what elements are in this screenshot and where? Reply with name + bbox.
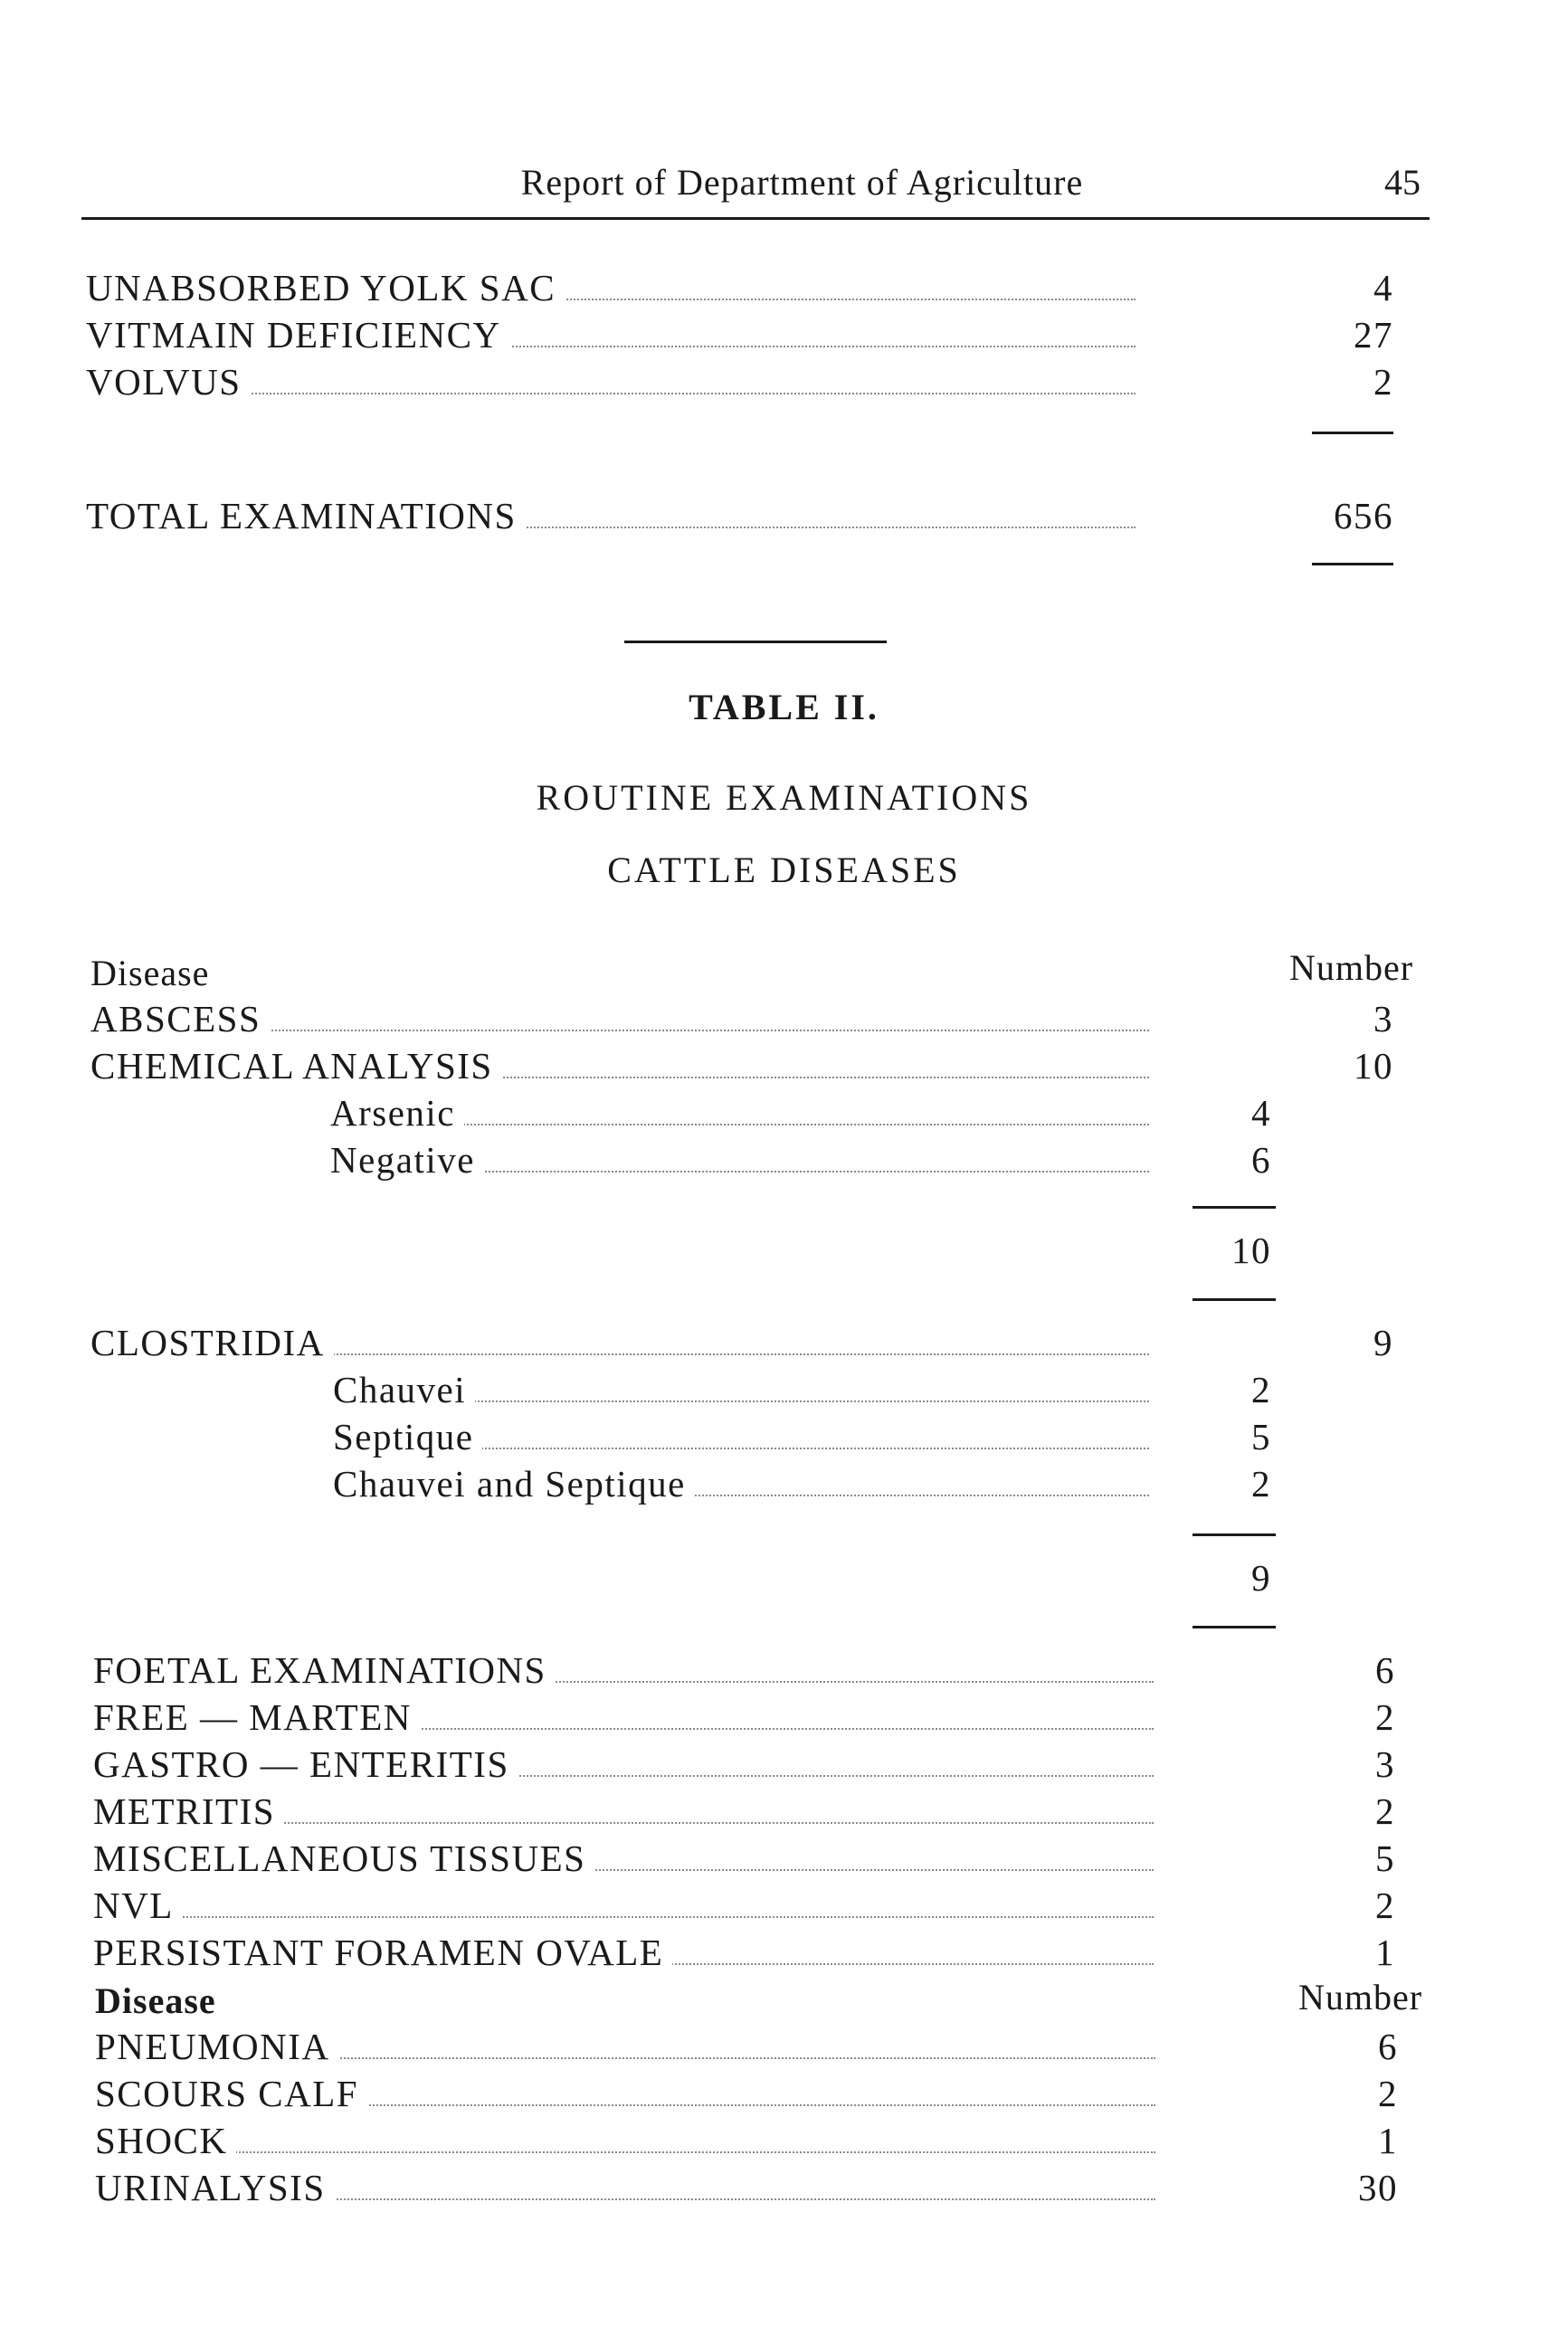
row-label: PNEUMONIA [95,2023,339,2070]
total-number: 656 [1334,495,1393,536]
row-number: 2 [1378,2073,1398,2114]
table-subrow [0,1460,1568,1507]
row-number: 27 [1354,314,1393,356]
row-label: METRITIS [93,1788,284,1835]
row-subvalue: 2 [1251,1463,1271,1505]
list-item [0,358,1568,405]
table-row [0,2117,1568,2164]
row-number: 2 [1373,361,1393,403]
row-number: 4 [1373,267,1393,309]
list-item [0,311,1568,358]
subtotal-rule [1193,1206,1276,1209]
column-header-number: Number [1289,947,1414,988]
row-number: 2 [1375,1885,1395,1926]
row-label: Septique [333,1413,482,1460]
running-header-title: Report of Department of Agriculture [520,162,1084,203]
row-number: 6 [1378,2026,1398,2067]
row-label: NVL [93,1882,183,1929]
row-label: SHOCK [95,2117,236,2164]
table-section: CATTLE DISEASES [607,850,961,890]
table-row [0,1042,1568,1089]
subtotal-row [0,1227,1568,1274]
row-number: 1 [1378,2120,1398,2161]
subtotal-rule [1193,1626,1276,1628]
table-row [0,1788,1568,1835]
table-row [0,995,1568,1042]
row-number: 2 [1375,1790,1395,1832]
row-label: CLOSTRIDIA [90,1319,334,1366]
row-label: URINALYSIS [95,2164,335,2211]
row-number: 30 [1358,2167,1398,2208]
total-row [0,492,1568,539]
column-header-disease-repeat: Disease [95,1980,216,2021]
row-number: 10 [1354,1045,1393,1087]
row-subvalue: 6 [1251,1139,1271,1181]
row-label: SCOURS CALF [95,2070,367,2117]
row-label: GASTRO — ENTERITIS [93,1741,518,1788]
column-header-number-repeat: Number [1298,1977,1423,2017]
row-subvalue: 5 [1251,1416,1271,1457]
row-number: 6 [1375,1649,1395,1691]
dot-leader [93,1916,1154,1918]
subtotal-value: 10 [1231,1229,1271,1271]
row-label: VOLVUS [86,358,251,405]
table-row [0,1882,1568,1929]
list-item [0,264,1568,311]
subtotal-rule [1193,1298,1276,1301]
table-subrow [0,1089,1568,1136]
row-label: Chauvei [333,1366,475,1413]
table-row [0,1319,1568,1366]
row-label: Negative [330,1136,484,1183]
page-number: 45 [1384,162,1421,203]
table-subrow [0,1366,1568,1413]
header-rule [81,217,1430,220]
sum-rule [1312,432,1393,434]
row-label: PERSISTANT FORAMEN OVALE [93,1929,672,1976]
row-label: UNABSORBED YOLK SAC [86,264,565,311]
row-label: ABSCESS [90,995,270,1042]
total-rule [1312,563,1393,565]
table-row [0,1647,1568,1694]
row-label: CHEMICAL ANALYSIS [90,1042,502,1089]
column-header-disease: Disease [90,953,210,993]
table-row [0,2070,1568,2117]
table-row [0,1694,1568,1741]
table-row [0,1929,1568,1976]
row-label: MISCELLANEOUS TISSUES [93,1835,594,1882]
table-subtitle: ROUTINE EXAMINATIONS [536,777,1032,818]
row-number: 2 [1375,1696,1395,1738]
row-label: Arsenic [330,1089,464,1136]
row-number: 3 [1375,1743,1395,1785]
row-subvalue: 2 [1251,1369,1271,1410]
section-divider [624,641,887,643]
total-label: TOTAL EXAMINATIONS [86,492,526,539]
table-title: TABLE II. [689,687,879,727]
subtotal-rule [1193,1533,1276,1536]
subtotal-row [0,1554,1568,1601]
row-number: 3 [1373,998,1393,1040]
table-row [0,2164,1568,2211]
row-label: Chauvei and Septique [333,1460,695,1507]
row-label: VITMAIN DEFICIENCY [86,311,510,358]
row-subvalue: 4 [1251,1092,1271,1134]
subtotal-value: 9 [1251,1557,1271,1599]
dot-leader [95,2151,1155,2153]
table-subrow [0,1413,1568,1460]
row-number: 5 [1375,1837,1395,1879]
row-label: FREE — MARTEN [93,1694,421,1741]
table-subrow [0,1136,1568,1183]
row-number: 1 [1375,1932,1395,1973]
table-row [0,1741,1568,1788]
table-row [0,1835,1568,1882]
row-label: FOETAL EXAMINATIONS [93,1647,556,1694]
table-row [0,2023,1568,2070]
row-number: 9 [1373,1322,1393,1363]
